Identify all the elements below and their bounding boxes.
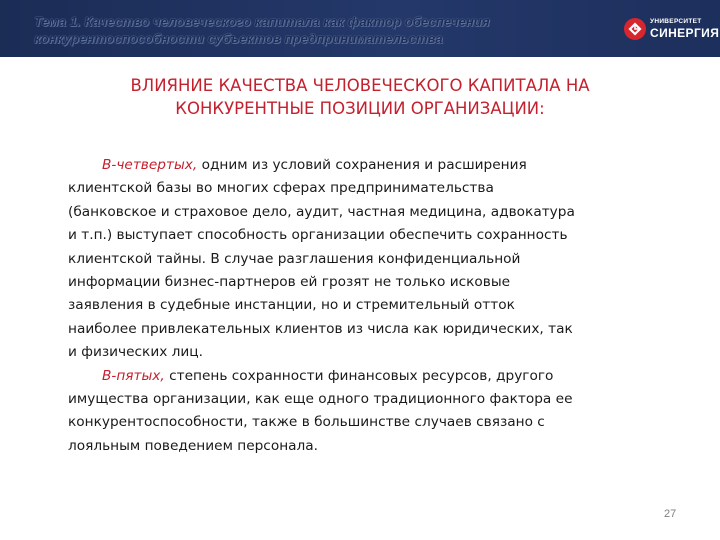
paragraph-1-line-1-text: одним из условий сохранения и расширения xyxy=(197,157,527,173)
slide-title-line-2: КОНКУРЕНТНЫЕ ПОЗИЦИИ ОРГАНИЗАЦИИ: xyxy=(175,99,545,118)
paragraph-1-line: заявления в судебные инстанции, но и стремительный отток xyxy=(68,297,515,314)
paragraph-2-line: конкурентоспособности, также в большинстве случаев связано с xyxy=(68,414,545,431)
synergy-logo-mark-icon xyxy=(624,18,646,40)
logo-synergy-label: СИНЕРГИЯ xyxy=(650,26,720,40)
paragraph-1-line: и т.п.) выступает способность организации обеспечить сохранность xyxy=(68,227,568,244)
topic-title-line-2: конкурентоспособности субъектов предпринимательства xyxy=(34,31,443,46)
paragraph-1-line: и физических лиц. xyxy=(68,344,203,361)
paragraph-1-first-line xyxy=(68,154,688,177)
synergy-logo xyxy=(624,12,720,46)
paragraph-1-line: наиболее привлекательных клиентов из числа как юридических, так xyxy=(68,320,573,337)
paragraph-2-first-line xyxy=(68,365,688,388)
paragraph-1-line: информации бизнес-партнеров ей грозят не только исковые xyxy=(68,274,511,291)
paragraph-2-line: лояльным поведением персонала. xyxy=(68,437,319,454)
paragraph-1-line: клиентской тайны. В случае разглашения конфиденциальной xyxy=(68,250,521,267)
slide-body xyxy=(68,154,688,458)
paragraph-1-lead: В-четвертых, xyxy=(102,157,198,173)
header-bar xyxy=(0,0,720,57)
paragraph-1-line: клиентской базы во многих сферах предпринимательства xyxy=(68,180,494,197)
page-number: 27 xyxy=(664,508,677,520)
slide-title xyxy=(40,74,680,120)
paragraph-1-line: (банковское и страховое дело, аудит, частная медицина, адвокатура xyxy=(68,203,575,220)
paragraph-2-lead: В-пятых, xyxy=(102,367,165,384)
paragraph-2-line: имущества организации, как еще одного традиционного фактора ее xyxy=(68,391,573,408)
slide-title-line-1: ВЛИЯНИЕ КАЧЕСТВА ЧЕЛОВЕЧЕСКОГО КАПИТАЛА НА xyxy=(130,76,590,95)
logo-university-label: УНИВЕРСИТЕТ xyxy=(650,18,702,25)
paragraph-2-line-1-text: степень сохранности финансовых ресурсов, другого xyxy=(164,367,554,384)
topic-title-line-1: Тема 1. Качество человеческого капитала как фактор обеспечения xyxy=(34,14,490,29)
topic-title xyxy=(34,13,594,47)
